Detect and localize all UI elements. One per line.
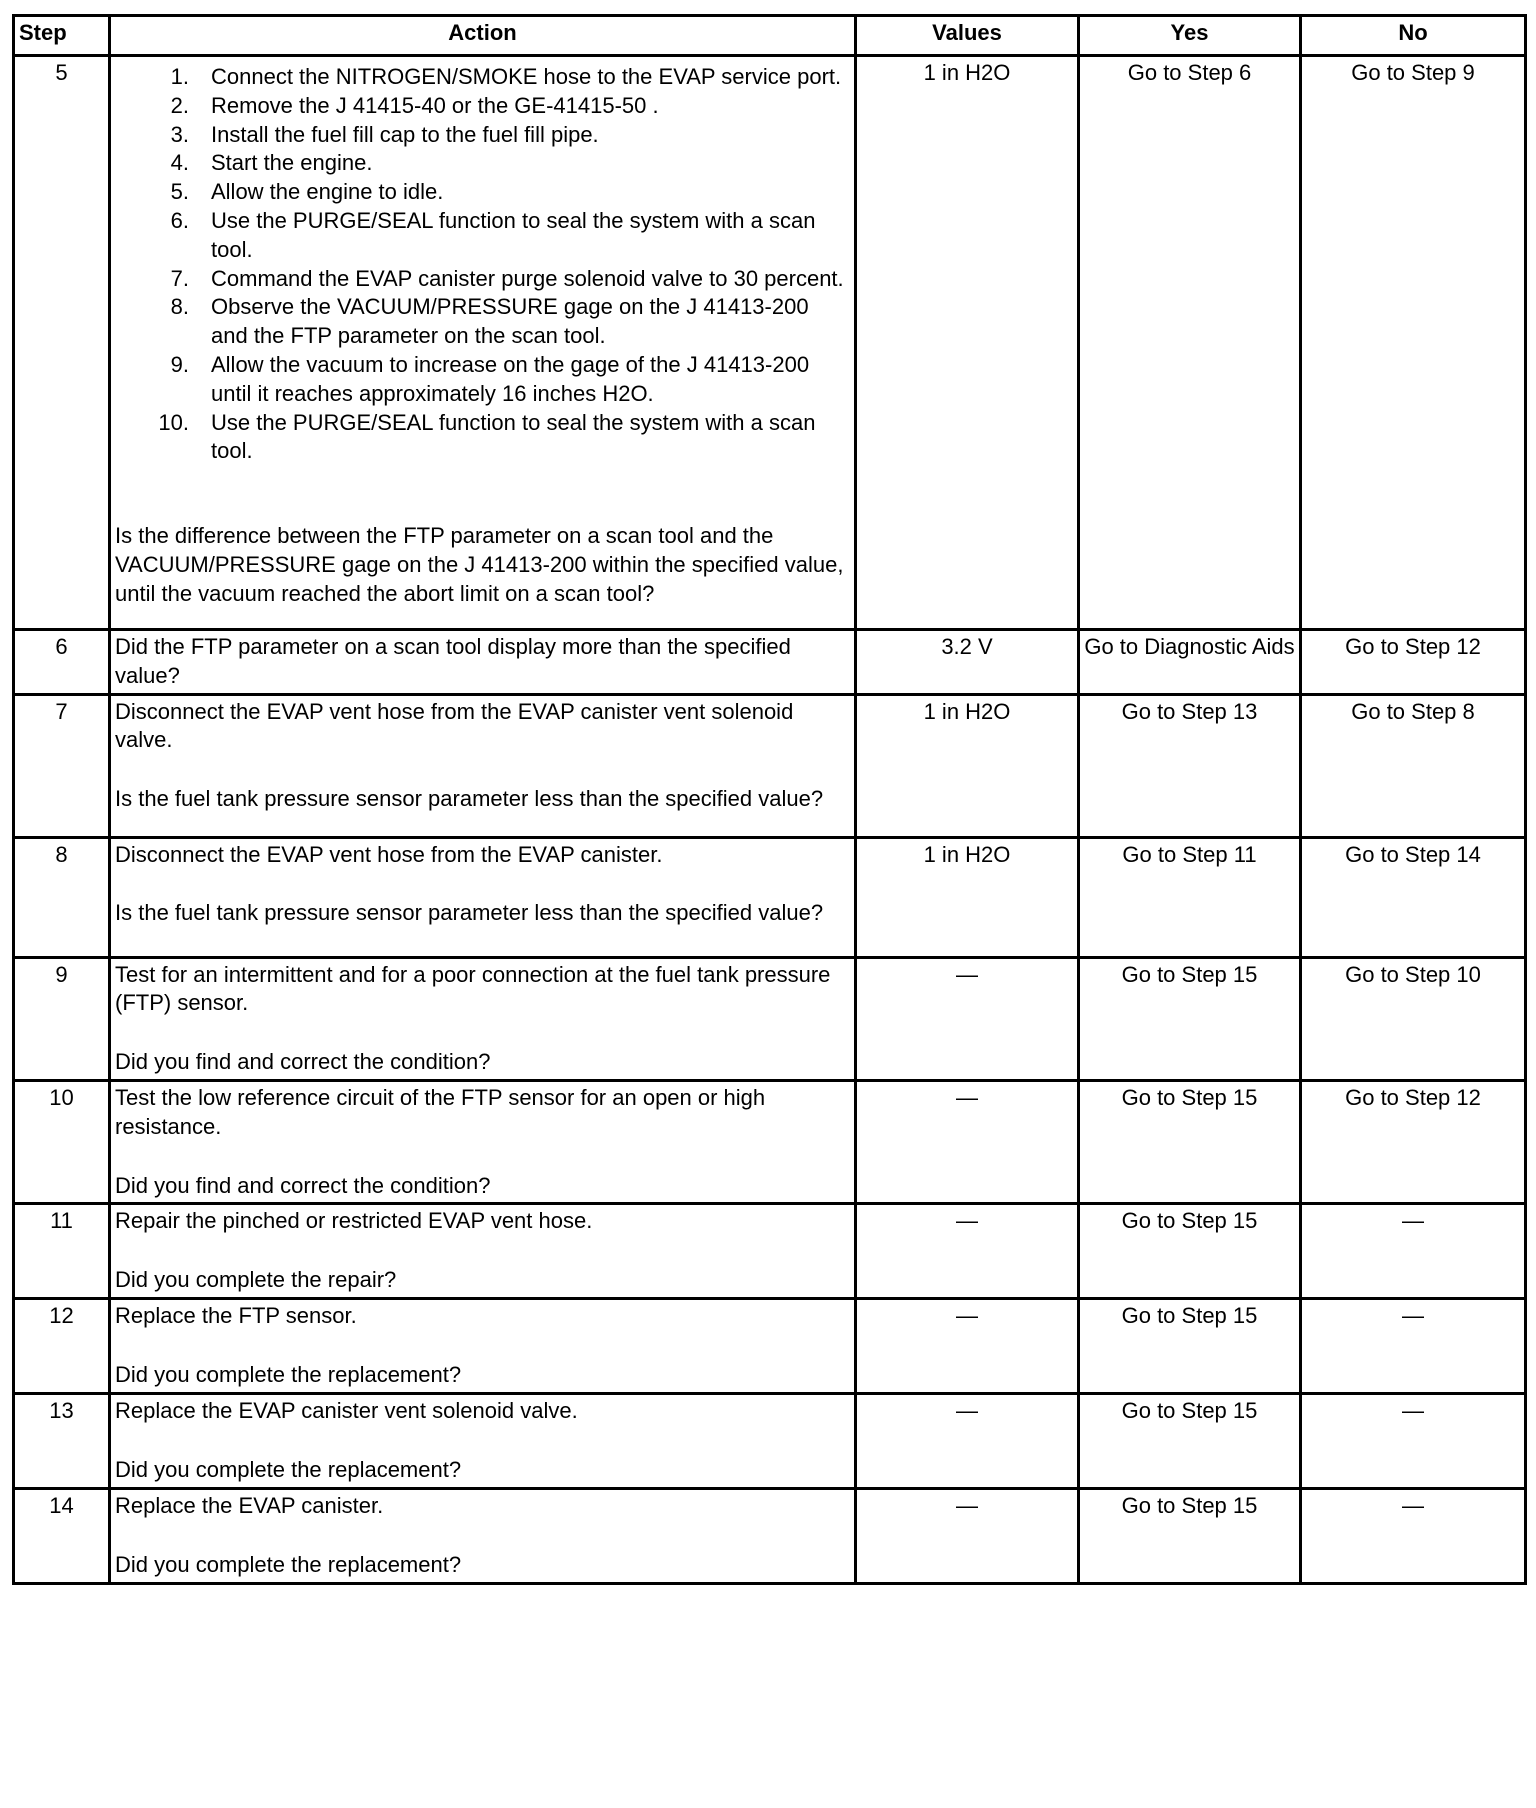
- yes-cell: Go to Step 15: [1079, 957, 1301, 1080]
- action-cell: [110, 1394, 856, 1489]
- table-row-step-8: [14, 837, 1526, 957]
- action-question: Did you complete the repair?: [115, 1267, 397, 1293]
- step-number: 11: [14, 1204, 110, 1299]
- list-text: Allow the vacuum to increase on the gage of the J 41413-200 until it reaches approximately 16 inches H2O.: [211, 351, 810, 406]
- diagnostic-table-container: [12, 14, 1524, 1585]
- action-question: Did you complete the replacement?: [115, 1457, 462, 1483]
- step-number: 6: [14, 630, 110, 695]
- list-number: 4.: [170, 150, 189, 176]
- action-cell: [110, 694, 856, 837]
- value-cell: 1 in H2O: [856, 837, 1079, 957]
- value-cell: 1 in H2O: [856, 56, 1079, 630]
- yes-cell: Go to Step 15: [1079, 1394, 1301, 1489]
- value-cell: —: [856, 1489, 1079, 1584]
- table-row-step-11: [14, 1204, 1526, 1299]
- action-cell: [110, 56, 856, 630]
- table-row-step-5: [14, 56, 1526, 630]
- value-cell: 1 in H2O: [856, 694, 1079, 837]
- step-number: 7: [14, 694, 110, 837]
- action-text: Disconnect the EVAP vent hose from the EVAP canister vent solenoid valve.: [115, 698, 794, 753]
- no-cell: Go to Step 12: [1301, 1080, 1526, 1203]
- list-number: 1.: [170, 64, 189, 89]
- action-text: Disconnect the EVAP vent hose from the EVAP canister.: [115, 841, 663, 867]
- list-number: 8.: [170, 294, 189, 320]
- action-text: Replace the FTP sensor.: [115, 1303, 357, 1329]
- no-cell: —: [1301, 1204, 1526, 1299]
- list-item: [115, 178, 850, 207]
- value-cell: —: [856, 1080, 1079, 1203]
- list-item: [115, 121, 850, 150]
- table-row-step-10: [14, 1080, 1526, 1203]
- header-values: Values: [856, 16, 1079, 56]
- action-text: Replace the EVAP canister.: [115, 1493, 384, 1519]
- action-cell: [110, 837, 856, 957]
- list-item: [115, 92, 850, 121]
- list-text: Connect the NITROGEN/SMOKE hose to the EVAP service port.: [211, 64, 842, 89]
- header-yes: Yes: [1079, 16, 1301, 56]
- value-cell: —: [856, 1394, 1079, 1489]
- yes-cell: Go to Step 15: [1079, 1489, 1301, 1584]
- action-cell: [110, 1080, 856, 1203]
- table-row-step-13: [14, 1394, 1526, 1489]
- list-text: Allow the engine to idle.: [211, 179, 444, 205]
- list-item: [115, 149, 850, 178]
- list-text: Observe the VACUUM/PRESSURE gage on the J 41413-200 and the FTP parameter on the scan tool.: [211, 294, 809, 349]
- list-number: 3.: [170, 121, 189, 147]
- header-action: Action: [110, 16, 856, 56]
- list-item: [115, 207, 850, 265]
- step-number: 5: [14, 56, 110, 630]
- value-cell: —: [856, 957, 1079, 1080]
- list-text: Command the EVAP canister purge solenoid valve to 30 percent.: [211, 265, 844, 291]
- yes-cell: Go to Step 11: [1079, 837, 1301, 957]
- list-text: Remove the J 41415-40 or the GE-41415-50 .: [211, 92, 659, 118]
- header-step: Step: [14, 16, 110, 56]
- yes-cell: Go to Step 15: [1079, 1204, 1301, 1299]
- no-cell: Go to Step 14: [1301, 837, 1526, 957]
- yes-cell: Go to Step 15: [1079, 1299, 1301, 1394]
- value-cell: 3.2 V: [856, 630, 1079, 695]
- step-number: 9: [14, 957, 110, 1080]
- step-number: 8: [14, 837, 110, 957]
- list-text: Start the engine.: [211, 150, 373, 176]
- table-row-step-6: [14, 630, 1526, 695]
- list-text: Install the fuel fill cap to the fuel fill pipe.: [211, 121, 599, 147]
- action-cell: [110, 1299, 856, 1394]
- list-item: [115, 63, 850, 92]
- list-number: 9.: [170, 351, 189, 377]
- list-number: 6.: [170, 207, 189, 233]
- action-question: Did you find and correct the condition?: [115, 1049, 491, 1075]
- list-text: Use the PURGE/SEAL function to seal the system with a scan tool.: [211, 409, 816, 464]
- action-text: Test the low reference circuit of the FTP sensor for an open or high resistance.: [115, 1084, 766, 1139]
- no-cell: —: [1301, 1299, 1526, 1394]
- action-question: Did you find and correct the condition?: [115, 1172, 491, 1198]
- action-cell: [110, 630, 856, 695]
- action-question: Is the fuel tank pressure sensor parameter less than the specified value?: [115, 900, 824, 926]
- list-number: 2.: [170, 92, 189, 118]
- no-cell: —: [1301, 1489, 1526, 1584]
- yes-cell: Go to Diagnostic Aids: [1079, 630, 1301, 695]
- procedure-list: [115, 63, 850, 466]
- step-number: 14: [14, 1489, 110, 1584]
- yes-cell: Go to Step 13: [1079, 694, 1301, 837]
- action-text: Did the FTP parameter on a scan tool display more than the specified value?: [115, 634, 791, 688]
- list-item: [115, 265, 850, 294]
- action-question: Did you complete the replacement?: [115, 1552, 462, 1578]
- yes-cell: Go to Step 6: [1079, 56, 1301, 630]
- list-number: 10.: [158, 409, 189, 435]
- table-row-step-14: [14, 1489, 1526, 1584]
- yes-cell: Go to Step 15: [1079, 1080, 1301, 1203]
- no-cell: —: [1301, 1394, 1526, 1489]
- action-text: Repair the pinched or restricted EVAP vent hose.: [115, 1208, 593, 1234]
- action-question: Is the fuel tank pressure sensor parameter less than the specified value?: [115, 786, 824, 812]
- header-no: No: [1301, 16, 1526, 56]
- header-row: [14, 16, 1526, 56]
- list-item: [115, 409, 850, 467]
- no-cell: Go to Step 8: [1301, 694, 1526, 837]
- table-row-step-7: [14, 694, 1526, 837]
- no-cell: Go to Step 10: [1301, 957, 1526, 1080]
- step-number: 12: [14, 1299, 110, 1394]
- action-cell: [110, 1489, 856, 1584]
- action-text: Test for an intermittent and for a poor connection at the fuel tank pressure (FTP) sensor.: [115, 961, 831, 1016]
- list-item: [115, 351, 850, 409]
- diagnostic-table: [12, 14, 1527, 1585]
- step-number: 10: [14, 1080, 110, 1203]
- value-cell: —: [856, 1299, 1079, 1394]
- value-cell: —: [856, 1204, 1079, 1299]
- list-number: 5.: [170, 179, 189, 205]
- action-cell: [110, 1204, 856, 1299]
- action-text: Replace the EVAP canister vent solenoid valve.: [115, 1398, 578, 1424]
- list-number: 7.: [170, 265, 189, 291]
- list-text: Use the PURGE/SEAL function to seal the system with a scan tool.: [211, 207, 816, 262]
- no-cell: Go to Step 12: [1301, 630, 1526, 695]
- table-row-step-12: [14, 1299, 1526, 1394]
- no-cell: Go to Step 9: [1301, 56, 1526, 630]
- action-cell: [110, 957, 856, 1080]
- step-number: 13: [14, 1394, 110, 1489]
- action-question: Did you complete the replacement?: [115, 1362, 462, 1388]
- table-row-step-9: [14, 957, 1526, 1080]
- list-item: [115, 293, 850, 351]
- action-question: Is the difference between the FTP parameter on a scan tool and the VACUUM/PRESSURE gage on the J 41413-200 within the specified value, until the vacuum reached the abort limit on a scan tool?: [115, 523, 844, 606]
